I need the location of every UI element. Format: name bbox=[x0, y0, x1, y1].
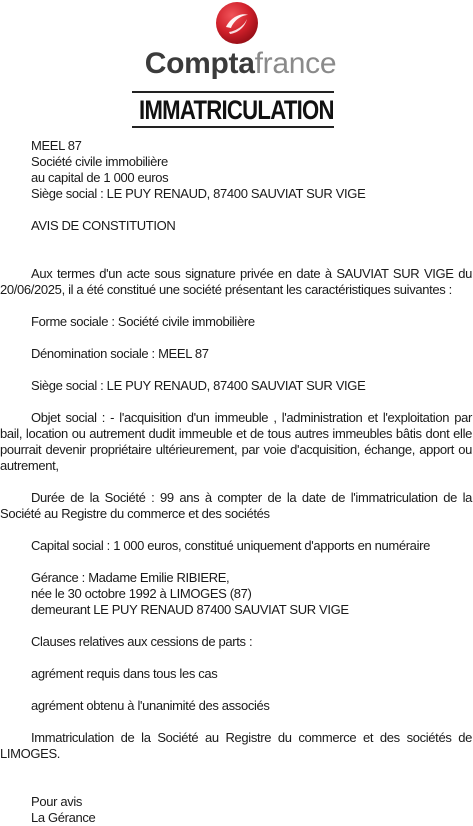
header bbox=[0, 0, 473, 142]
management-line-1: Gérance : Madame Emilie RIBIERE, bbox=[31, 570, 230, 585]
notice-title: IMMATRICULATION bbox=[139, 95, 334, 125]
company-name: MEEL 87 bbox=[31, 138, 82, 153]
brand-compta: Compta bbox=[144, 47, 255, 80]
brand-france: france bbox=[254, 47, 337, 80]
seat-line: Siège social : LE PUY RENAUD, 87400 SAUVIAT SUR VIGE bbox=[31, 186, 366, 201]
purpose-paragraph: Objet social : - l'acquisition d'un immeuble , l'administration et l'exploitation par bail, location ou autrement dudit immeuble et de tous autres immeubles bâtis dont elle pourrait devenir propriétaire ultérieurement, par voie d'acquisition, échange, apport ou autrement, bbox=[0, 410, 472, 473]
comptafrance-logo-icon bbox=[214, 0, 260, 46]
management-line-2: née le 30 octobre 1992 à LIMOGES (87) bbox=[31, 586, 252, 601]
duration-paragraph: Durée de la Société : 99 ans à compter de la date de l'immatriculation de la Société au Registre du commerce et des sociétés bbox=[0, 490, 472, 521]
title-rule-bottom bbox=[132, 126, 334, 128]
brand-wordmark bbox=[0, 46, 473, 82]
legal-form: Forme sociale : Société civile immobilière bbox=[31, 314, 255, 329]
transfer-clause-2: agrément obtenu à l'unanimité des associés bbox=[31, 698, 270, 713]
closing-line-2: La Gérance bbox=[31, 810, 96, 825]
transfer-clause-1: agrément requis dans tous les cas bbox=[31, 666, 218, 681]
share-capital: Capital social : 1 000 euros, constitué uniquement d'apports en numéraire bbox=[31, 538, 430, 553]
company-type: Société civile immobilière bbox=[31, 154, 168, 169]
title-rule-top bbox=[132, 91, 334, 93]
capital-line: au capital de 1 000 euros bbox=[31, 170, 169, 185]
closing-line-1: Pour avis bbox=[31, 794, 83, 809]
intro-paragraph: Aux termes d'un acte sous signature privée en date à SAUVIAT SUR VIGE du 20/06/2025, il a été constitué une société présentant les caractéristiques suivantes : bbox=[0, 266, 472, 297]
management-line-3: demeurant LE PUY RENAUD 87400 SAUVIAT SUR VIGE bbox=[31, 602, 349, 617]
notice-type: AVIS DE CONSTITUTION bbox=[31, 218, 176, 233]
denomination: Dénomination sociale : MEEL 87 bbox=[31, 346, 209, 361]
registered-seat: Siège social : LE PUY RENAUD, 87400 SAUVIAT SUR VIGE bbox=[31, 378, 366, 393]
transfer-clauses: Clauses relatives aux cessions de parts : bbox=[31, 634, 253, 649]
notice-body bbox=[0, 138, 472, 826]
registration-paragraph: Immatriculation de la Société au Registre du commerce et des sociétés de LIMOGES. bbox=[0, 730, 472, 761]
